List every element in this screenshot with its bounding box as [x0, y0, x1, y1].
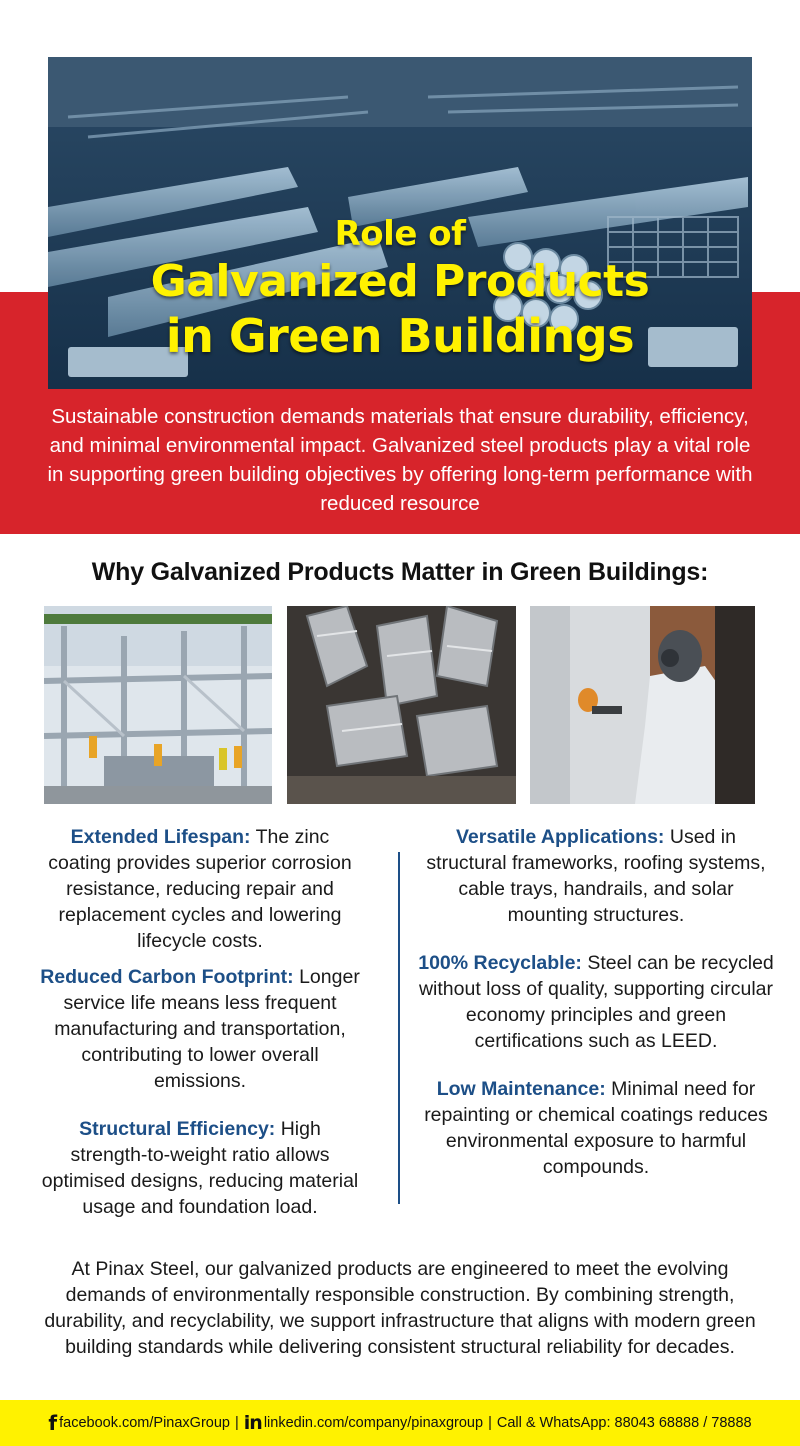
footer-contact-bar — [0, 1400, 800, 1446]
benefit-label: 100% Recyclable: — [418, 952, 582, 974]
footer-separator: | — [234, 1415, 239, 1431]
benefit-label: Versatile Applications: — [456, 826, 665, 848]
photo-steel-frame-construction — [44, 606, 272, 804]
benefit-text: Used in structural frameworks, roofing systems, cable trays, handrails, and solar mounting structures. — [426, 826, 766, 926]
title-line-2: Galvanized Products — [150, 256, 650, 307]
intro-paragraph: Sustainable construction demands materials that ensure durability, efficiency, and minimal environmental impact. Galvanized steel products play a vital role in supporting green building objectives by offering long-term performance with reduced resource — [47, 405, 753, 515]
linkedin-icon: in — [243, 1412, 262, 1434]
facebook-link[interactable]: facebook.com/PinaxGroup — [59, 1415, 230, 1431]
contact-phone-text: Call & WhatsApp: 88043 68888 / 78888 — [496, 1415, 752, 1431]
benefits-right-column — [418, 824, 774, 1180]
benefit-extended-lifespan — [38, 824, 362, 954]
title-line-3: in Green Buildings — [165, 309, 635, 363]
benefit-label: Extended Lifespan: — [70, 826, 251, 848]
page-title — [0, 212, 800, 364]
benefit-versatile-applications — [418, 824, 774, 928]
title-line-1: Role of — [334, 214, 466, 254]
closing-paragraph: At Pinax Steel, our galvanized products are engineered to meet the evolving demands of environmentally responsible construction. By combining strength, durability, and recyclability, we support infrastructure that aligns with modern green building standards while delivering consistent structural reliability for decades. — [44, 1258, 756, 1358]
benefit-text: The zinc coating provides superior corrosion resistance, reducing repair and replacement cycles and lowering lifecycle costs. — [48, 826, 352, 952]
benefits-left-column — [38, 824, 362, 1220]
facebook-icon: f — [48, 1411, 58, 1435]
benefit-label: Reduced Carbon Footprint: — [40, 966, 294, 988]
column-divider — [398, 852, 400, 1204]
benefit-low-maintenance — [418, 1076, 774, 1180]
photo-galvanized-parts-rack — [287, 606, 516, 804]
benefit-reduced-carbon-footprint — [38, 964, 362, 1094]
benefit-label: Structural Efficiency: — [79, 1118, 276, 1140]
benefit-text: Minimal need for repainting or chemical coatings reduces environmental exposure to harmful compounds. — [424, 1078, 768, 1178]
benefit-text: Steel can be recycled without loss of quality, supporting circular economy principles and green certifications such as LEED. — [418, 952, 774, 1052]
benefit-structural-efficiency — [38, 1116, 362, 1220]
linkedin-link[interactable]: linkedin.com/company/pinaxgroup — [263, 1415, 484, 1431]
benefit-text: Longer service life means less frequent manufacturing and transportation, contributing to lower overall emissions. — [54, 966, 360, 1092]
footer-separator: | — [488, 1415, 492, 1431]
benefit-text: High strength-to-weight ratio allows optimised designs, reducing material usage and foundation load. — [41, 1118, 359, 1218]
photo-powder-coating-worker — [530, 606, 755, 804]
benefit-recyclable — [418, 950, 774, 1054]
section-title: Why Galvanized Products Matter in Green Buildings: — [91, 558, 709, 586]
benefit-label: Low Maintenance: — [436, 1078, 606, 1100]
